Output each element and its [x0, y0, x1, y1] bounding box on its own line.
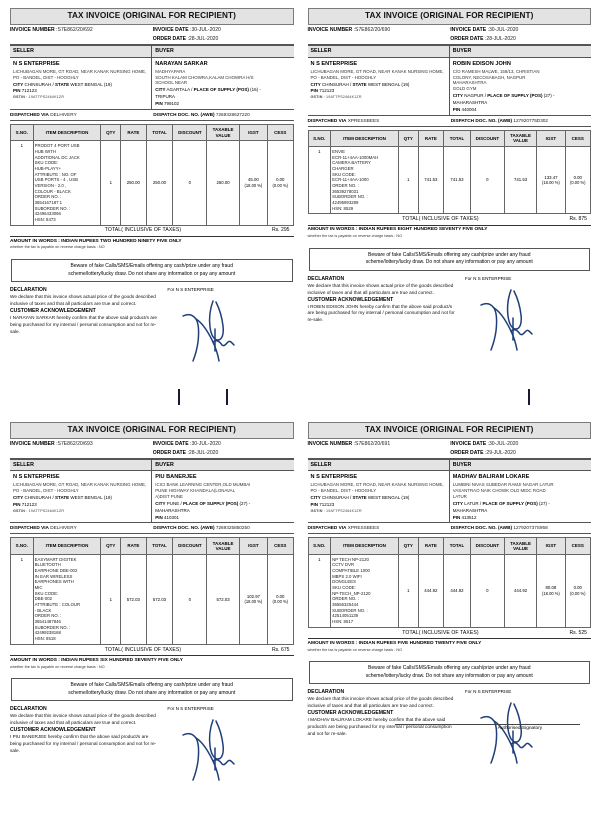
col-header-s-no: S.NO. — [308, 538, 331, 554]
col-header-qty: QTY — [398, 130, 418, 146]
cell-qty: 1 — [398, 554, 418, 627]
items-table-header — [308, 538, 591, 554]
col-header-cess: CESS — [565, 538, 590, 554]
cell-sno: 1 — [11, 554, 34, 644]
cell-total: 444.92 — [444, 554, 471, 627]
acknowledgement-heading: CUSTOMER ACKNOWLEDGEMENT — [307, 296, 394, 303]
cell-qty: 1 — [101, 141, 121, 225]
declaration-text-block — [10, 287, 157, 335]
seller-header: SELLER — [10, 460, 152, 470]
col-header-taxable-value: TAXABLE VALUE — [504, 130, 536, 146]
invoice-1 — [4, 4, 300, 416]
cell-item-description: NP TECH NP-2120 CCTV DVR COMPATIBLE 1000 MBPS 2.0 WIFI DONGLEES SKU CODE: NP-TECH_NP-2120 ORDER NO. : 36556325444 SUBORDER NO. : 42514051139 HSN: 8517 — [331, 554, 399, 627]
invoice-title-bar: TAX INVOICE (ORIGINAL FOR RECIPIENT) — [10, 8, 294, 25]
items-table — [308, 130, 592, 215]
amount-in-words: AMOUNT IN WORDS : INDIAN RUPEES FIVE HUNDRED TWENTY FIVE ONLY — [307, 640, 482, 646]
signature-icon — [179, 718, 249, 784]
amount-in-words: AMOUNT IN WORDS : INDIAN RUPEES TWO HUNDRED NINETY FIVE ONLY — [10, 238, 182, 244]
amount-in-words: AMOUNT IN WORDS : INDIAN RUPEES EIGHT HUNDRED SEVENTY FIVE ONLY — [307, 227, 488, 233]
buyer-pin: PIN 440004 — [452, 106, 477, 112]
col-header-cess: CESS — [268, 124, 293, 140]
fraud-warning-line-2: scheme/lottery/lucky draw. Do not share any information or pay any amount — [365, 259, 533, 266]
party-header-row — [10, 459, 294, 471]
col-header-item-description: ITEM DESCRIPTION — [331, 130, 399, 146]
col-header-total: TOTAL — [444, 130, 471, 146]
cell-item-description: ENVIE ECR-11+4AA-1000MAH CAMERA BATTERY CHARGER SKU CODE: ECR-11+4AA-1000 ORDER NO. : 36539278031 SUBORDER NO. : 42495993289 HSN: 8529 — [331, 146, 399, 213]
invoice-date: INVOICE DATE :30-JUL-2020 — [152, 440, 221, 447]
cut-mark-center — [226, 389, 228, 405]
invoice-2 — [302, 4, 598, 416]
buyer-header: BUYER — [452, 461, 472, 468]
col-header-qty: QTY — [101, 124, 121, 140]
items-table-header — [308, 130, 591, 146]
dispatch-doc-no: DISPATCH DOC. NO. (AWB) 7269325850250 — [153, 525, 250, 531]
invoice-title-bar: TAX INVOICE (ORIGINAL FOR RECIPIENT) — [308, 8, 592, 25]
seller-gstin: GSTIN : 19ATTPS2464K1ZR — [310, 508, 362, 513]
seller-pin: PIN 712123 — [310, 88, 335, 94]
invoice-3 — [4, 418, 300, 830]
total-row — [10, 645, 294, 656]
dispatched-via: DISPATCHED VIA XPRESSBEES — [307, 525, 380, 531]
seller-block — [10, 471, 152, 522]
cell-igst: 80.08 (18.00 %) — [537, 554, 565, 627]
cell-sno: 1 — [11, 141, 34, 225]
dispatch-row — [308, 116, 592, 127]
meta-left — [308, 27, 449, 42]
col-header-qty: QTY — [398, 538, 418, 554]
buyer-block — [450, 58, 591, 115]
declaration-section — [10, 705, 294, 754]
signatory-line — [395, 724, 580, 725]
total-label: TOTAL( INCLUSIVE OF TAXES) — [402, 629, 479, 636]
seller-address: LICHUBAGAN MORE, GT ROAD, NEAR KANAK NURSING HOME, PO - BANDEL, DIST - HOOGHLY — [310, 68, 444, 80]
buyer-state: MAHARASHTRA — [452, 99, 488, 105]
meta-right — [448, 27, 591, 42]
dispatched-via: DISPATCHED VIA DELHIVERY — [10, 525, 77, 531]
invoice-number: INVOICE NUMBER :S7E862/20/691 — [307, 440, 391, 447]
acknowledgement-heading: CUSTOMER ACKNOWLEDGEMENT — [10, 727, 96, 734]
cell-cess: 0.00 (0.00 %) — [268, 554, 293, 644]
buyer-pin: PIN 799102 — [155, 101, 180, 107]
cell-discount: 0 — [470, 554, 504, 627]
col-header-total: TOTAL — [146, 124, 173, 140]
cell-cess: 0.00 (0.00 %) — [565, 146, 590, 213]
items-table — [10, 124, 294, 226]
invoice-meta — [308, 25, 592, 45]
invoice-meta — [10, 439, 294, 459]
for-seller-label: For N S ENTERPRISE — [167, 706, 214, 712]
seller-gstin: GSTIN : 19ATTPS2464K1ZR — [13, 508, 65, 513]
col-header-s-no: S.NO. — [308, 130, 331, 146]
invoice-date: INVOICE DATE :30-JUL-2020 — [152, 27, 221, 34]
buyer-city-pos: CITY AGARTALA / PLACE OF SUPPLY (POS) (16) - — [155, 87, 261, 93]
cell-sno: 1 — [308, 146, 331, 213]
for-seller-label: For N S ENTERPRISE — [464, 275, 512, 281]
cell-igst: 45.00 (18.00 %) — [239, 141, 267, 225]
buyer-header: BUYER — [155, 461, 174, 468]
fraud-warning-box — [309, 661, 591, 684]
seller-address: LICHUBAGAN MORE, GT ROAD, NEAR KANAK NURSING HOME, PO - BANDEL, DIST - HOOGHLY — [13, 482, 147, 494]
table-row — [308, 554, 591, 627]
cell-rate: 572.03 — [121, 554, 146, 644]
buyer-city-pos: CITY PUNE / PLACE OF SUPPLY (POS) (27) - — [155, 500, 251, 506]
invoice-meta — [308, 439, 592, 459]
seller-address: LICHUBAGAN MORE, GT ROAD, NEAR KANAK NURSING HOME, PO - BANDEL, DIST - HOOGHLY — [310, 482, 444, 494]
total-amount: Rs. 875 — [569, 216, 587, 223]
fraud-warning-box — [11, 259, 293, 282]
fraud-warning-box — [11, 678, 293, 701]
col-header-igst: IGST — [537, 130, 565, 146]
dispatched-via: DISPATCHED VIA XPRESSBEES — [307, 117, 380, 123]
signature-block — [455, 276, 591, 324]
party-body-row — [308, 471, 592, 523]
buyer-name: ROBIN EDISON JOHN — [452, 60, 511, 67]
buyer-city-pos: CITY LATUR / PLACE OF SUPPLY (POS) (27) - — [452, 500, 550, 506]
signature-block — [455, 689, 591, 737]
cell-rate: 250.00 — [121, 141, 146, 225]
meta-left — [10, 441, 151, 456]
buyer-name: PIU BANERJEE — [155, 474, 197, 481]
meta-right — [448, 441, 591, 456]
order-date: ORDER DATE :28-JUL-2020 — [152, 449, 219, 456]
for-seller-label: For N S ENTERPRISE — [464, 689, 512, 695]
declaration-heading: DECLARATION — [307, 689, 345, 696]
cell-taxable-value: 572.03 — [207, 554, 239, 644]
col-header-discount: DISCOUNT — [173, 124, 207, 140]
seller-header: SELLER — [10, 46, 152, 56]
col-header-taxable-value: TAXABLE VALUE — [504, 538, 536, 554]
buyer-address: LUMBINI NIVAS SUBEDAR RAMJI NAGAR LATUR VASANTRAO NAIK CHOWK OLD MIDC ROAD LATUR — [452, 482, 554, 499]
col-header-igst: IGST — [239, 124, 267, 140]
cell-qty: 1 — [398, 146, 418, 213]
buyer-header: BUYER — [155, 48, 174, 55]
acknowledgement-body: I NARAYAN SARKAR hereby confirm that the above said product/s are being purchased for my internal / personal consumption and not for re-sale. — [10, 314, 158, 334]
signature-block — [157, 706, 293, 754]
cell-total: 250.00 — [146, 141, 173, 225]
signature-icon — [477, 701, 547, 767]
cell-total: 741.53 — [444, 146, 471, 213]
table-row — [11, 554, 294, 644]
col-header-igst: IGST — [239, 538, 267, 554]
reverse-charge-note: whether the tax is payable on reverse charge basis : NO — [307, 647, 403, 652]
total-amount: Rs. 295 — [271, 227, 290, 234]
buyer-address: MADHYAPARA SOUTH KALAM CHOWRA,KALAM CHOWRA H/S SCHOOL NEAR — [155, 68, 254, 86]
seller-header: SELLER — [308, 460, 450, 470]
total-amount: Rs. 675 — [271, 646, 290, 653]
total-row — [308, 628, 592, 639]
total-label: TOTAL( INCLUSIVE OF TAXES) — [104, 646, 182, 653]
cell-rate: 444.92 — [418, 554, 443, 627]
col-header-discount: DISCOUNT — [470, 130, 504, 146]
col-header-rate: RATE — [121, 538, 146, 554]
col-header-discount: DISCOUNT — [173, 538, 207, 554]
seller-name: N S ENTERPRISE — [310, 474, 358, 481]
cell-taxable-value: 741.53 — [504, 146, 536, 213]
declaration-heading: DECLARATION — [10, 706, 47, 713]
items-table-header — [11, 538, 294, 554]
cell-item-description: PRODOT 4 PORT USB HUB WITH ADDITIONAL DC JACK SKU CODE: HUB-PLAYY+ ATTRIBUTE : NO. OF USB PORTS - 4 , USB VERSION - 2.0 , COLOUR - BLACK ORDER NO. : 3654167187 1 SUBORDER NO. : 42496433066 HSN: 8473 — [33, 141, 101, 225]
buyer-block — [152, 471, 293, 522]
fraud-warning-line-1: Beware of fake Calls/SMS/Emails offering any cash/prize under any fraud — [70, 263, 233, 270]
fraud-warning-line-1: Beware of fake Calls/SMS/Emails offering any cash/prize under any fraud — [70, 682, 233, 689]
table-row — [308, 146, 591, 213]
col-header-igst: IGST — [537, 538, 565, 554]
col-header-rate: RATE — [418, 130, 443, 146]
cell-discount: 0 — [173, 554, 207, 644]
col-header-taxable-value: TAXABLE VALUE — [207, 538, 239, 554]
cell-igst: 102.97 (18.00 %) — [239, 554, 267, 644]
total-row — [10, 226, 294, 237]
fraud-warning-box — [309, 248, 591, 271]
col-header-item-description: ITEM DESCRIPTION — [33, 124, 101, 140]
col-header-qty: QTY — [101, 538, 121, 554]
cell-sno: 1 — [308, 554, 331, 627]
declaration-section — [308, 688, 592, 737]
seller-city-state: CITY CHINSURAH / STATE WEST BENGAL (19) — [13, 495, 112, 501]
party-header-row — [308, 45, 592, 57]
cell-qty: 1 — [101, 554, 121, 644]
total-label: TOTAL( INCLUSIVE OF TAXES) — [402, 216, 479, 223]
cut-mark-right — [528, 389, 530, 405]
declaration-section — [308, 275, 592, 324]
cell-igst: 133.47 (18.00 %) — [537, 146, 565, 213]
invoice-number: INVOICE NUMBER :S7E862/20/692 — [10, 27, 93, 34]
order-date: ORDER DATE :29-JUL-2020 — [450, 449, 516, 456]
invoice-title-bar: TAX INVOICE (ORIGINAL FOR RECIPIENT) — [10, 422, 294, 439]
declaration-heading: DECLARATION — [10, 287, 47, 294]
acknowledgement-body: I ROBIN EDISON JOHN hereby confirm that the above said product/s are being purchased for my internal / personal consumption and not for re-sale. — [307, 303, 455, 323]
amount-in-words: AMOUNT IN WORDS : INDIAN RUPEES SIX HUNDRED SEVENTY FIVE ONLY — [10, 657, 183, 663]
col-header-total: TOTAL — [146, 538, 173, 554]
acknowledgement-heading: CUSTOMER ACKNOWLEDGEMENT — [307, 710, 394, 717]
seller-name: N S ENTERPRISE — [13, 474, 60, 481]
declaration-body: We declare that this invoice shows actual price of the goods described inclusive of taxes and that all particulars are true and correct. — [10, 713, 156, 726]
cell-item-description: EASYMART DIGITEK BLUETOOTH EARPHONE DBE-002 IN EAR WIRELESS EARPHONES WITH MIC SKU CODE: DBE-002 ATTRIBUTE : COLOUR - BLACK ORDER NO. : 36541487846 SUBORDER NO. : 42499238168 HSN: 8518 — [33, 554, 101, 644]
dispatch-doc-no: DISPATCH DOC. NO. (AWB) 7269328627220 — [153, 111, 250, 117]
invoice-number: INVOICE NUMBER :S7E862/20/690 — [307, 27, 391, 34]
col-header-rate: RATE — [418, 538, 443, 554]
dispatched-via: DISPATCHED VIA DELHIVERY — [10, 111, 77, 117]
cell-taxable-value: 250.00 — [207, 141, 239, 225]
declaration-section — [10, 286, 294, 335]
buyer-header: BUYER — [452, 48, 472, 55]
total-amount: Rs. 525 — [569, 629, 587, 636]
fraud-warning-line-2: scheme/lottery/lucky draw. Do not share any information or pay any amount — [365, 672, 533, 679]
acknowledgement-body: I MADHAV BALIRAM LOKARE hereby confirm that the above said product/s are being purchased for my internal / personal consumption and not for re-sale. — [307, 717, 452, 736]
col-header-s-no: S.NO. — [11, 538, 34, 554]
authorised-signatory-label: Authorised Signatory — [497, 726, 543, 732]
col-header-taxable-value: TAXABLE VALUE — [207, 124, 239, 140]
meta-right — [151, 441, 294, 456]
buyer-name: MADHAV BALIRAM LOKARE — [452, 474, 530, 481]
buyer-name: NARAYAN SARKAR — [155, 60, 208, 67]
buyer-state: MAHARASHTRA — [155, 507, 190, 513]
acknowledgement-body: I PIU BANERJEE hereby confirm that the above said product/s are being purchased for my internal / personal consumption and not for re-sale. — [10, 734, 157, 753]
buyer-address: ICICI BANK LEARNING CENTER,OLD MUMBAI PUNE HIGHWAY KHANDALA(LONAVAL A)DIST PUNE — [155, 482, 251, 499]
items-table-header — [11, 124, 294, 140]
seller-pin: PIN 712123 — [13, 501, 37, 507]
cell-discount: 0 — [470, 146, 504, 213]
col-header-total: TOTAL — [444, 538, 471, 554]
signature-icon — [477, 288, 547, 354]
total-row — [308, 214, 592, 225]
party-header-row — [308, 459, 592, 471]
reverse-charge-note: whether the tax is payable on reverse charge basis : NO — [307, 234, 403, 239]
declaration-text-block — [308, 276, 455, 324]
fraud-warning-line-2: scheme/lottery/lucky draw. Do not share any information or pay any amount — [68, 270, 236, 277]
fraud-warning-line-1: Beware of fake Calls/SMS/Emails offering any cash/prize under any fraud — [368, 665, 531, 672]
col-header-item-description: ITEM DESCRIPTION — [33, 538, 101, 554]
col-header-s-no: S.NO. — [11, 124, 34, 140]
reverse-charge-note: whether the tax is payable on reverse charge basis : NO — [10, 664, 105, 669]
fraud-warning-line-2: scheme/lottery/lucky draw. Do not share any information or pay any amount — [68, 689, 236, 696]
seller-block — [308, 58, 450, 115]
seller-city-state: CITY CHINSURAH / STATE WEST BENGAL (19) — [310, 495, 410, 501]
reverse-charge-note: whether the tax is payable on reverse charge basis : NO — [10, 245, 105, 250]
order-date: ORDER DATE :28-JUL-2020 — [152, 36, 219, 43]
declaration-heading: DECLARATION — [307, 275, 345, 282]
invoice-meta — [10, 25, 294, 45]
party-header-row — [10, 45, 294, 57]
seller-block — [308, 471, 450, 522]
buyer-block — [450, 471, 591, 522]
cell-discount: 0 — [173, 141, 207, 225]
col-header-discount: DISCOUNT — [470, 538, 504, 554]
invoice-date: INVOICE DATE :30-JUL-2020 — [450, 440, 519, 447]
seller-name: N S ENTERPRISE — [310, 60, 358, 67]
for-seller-label: For N S ENTERPRISE — [167, 287, 214, 293]
invoice-4 — [302, 418, 598, 830]
col-header-item-description: ITEM DESCRIPTION — [331, 538, 399, 554]
buyer-state: MAHARASHTRA — [452, 507, 488, 513]
seller-name: N S ENTERPRISE — [13, 60, 60, 67]
dispatch-row — [10, 523, 294, 534]
seller-gstin: GSTIN : 19ATTPS2464K1ZR — [13, 95, 65, 100]
invoice-title-bar: TAX INVOICE (ORIGINAL FOR RECIPIENT) — [308, 422, 592, 439]
declaration-text-block — [10, 706, 157, 754]
dispatch-doc-no: DISPATCH DOC. NO. (AWB) 127920775D302 — [450, 117, 549, 123]
cell-taxable-value: 444.92 — [504, 554, 536, 627]
cell-cess: 0.00 (0.00 %) — [565, 554, 590, 627]
cell-cess: 0.00 (0.00 %) — [268, 141, 293, 225]
declaration-body: We declare that this invoice shows actual price of the goods described inclusive of taxes and that all particulars are true and correct. — [10, 294, 156, 307]
col-header-cess: CESS — [565, 130, 590, 146]
col-header-rate: RATE — [121, 124, 146, 140]
buyer-city-pos: CITY NAGPUR / PLACE OF SUPPLY (POS) (27) - — [452, 92, 555, 98]
seller-pin: PIN 712123 — [13, 88, 37, 94]
cell-rate: 741.53 — [418, 146, 443, 213]
invoice-date: INVOICE DATE :30-JUL-2020 — [450, 27, 519, 34]
dispatch-doc-no: DISPATCH DOC. NO. (AWB) 127920737S958 — [450, 525, 548, 531]
acknowledgement-heading: CUSTOMER ACKNOWLEDGEMENT — [10, 307, 96, 314]
buyer-pin: PIN 413512 — [452, 514, 477, 520]
dispatch-row — [10, 110, 294, 121]
seller-gstin: GSTIN : 19ATTPS2464K1ZR — [310, 95, 362, 100]
items-table — [308, 537, 592, 627]
meta-right — [151, 27, 294, 42]
dispatch-row — [308, 523, 592, 534]
seller-city-state: CITY CHINSURAH / STATE WEST BENGAL (19) — [310, 81, 410, 87]
invoice-number: INVOICE NUMBER :S7E862/20/693 — [10, 440, 93, 447]
buyer-address: C/O RAMESH MALWE, 158/13, CHRISTIAN COLONY, NECOSABAGH, NAGPUR MAHARASHTRA GOLD GYM — [452, 68, 540, 92]
signature-block — [157, 287, 293, 335]
declaration-body: We declare that this invoice shows actual price of the goods described inclusive of taxes and that all particulars are true and correct. — [307, 282, 454, 295]
party-body-row — [308, 58, 592, 116]
table-row — [11, 141, 294, 225]
buyer-state: TRIPURA — [155, 94, 176, 100]
signature-icon — [179, 299, 249, 365]
col-header-cess: CESS — [268, 538, 293, 554]
buyer-pin: PIN 410301 — [155, 514, 180, 520]
total-label: TOTAL( INCLUSIVE OF TAXES) — [104, 227, 182, 234]
meta-left — [10, 27, 151, 42]
seller-pin: PIN 712123 — [310, 501, 335, 507]
declaration-body: We declare that this invoice shows actual price of the goods described inclusive of taxes and that all particulars are true and correct. — [307, 696, 454, 709]
declaration-text-block — [308, 689, 455, 737]
seller-block — [10, 58, 152, 109]
items-table — [10, 537, 294, 644]
seller-header: SELLER — [308, 46, 450, 56]
meta-left — [308, 441, 449, 456]
party-body-row — [10, 58, 294, 110]
seller-city-state: CITY CHINSURAH / STATE WEST BENGAL (19) — [13, 81, 112, 87]
party-body-row — [10, 471, 294, 523]
seller-address: LICHUBAGAN MORE, GT ROAD, NEAR KANAK NURSING HOME, PO - BANDEL, DIST - HOOGHLY — [13, 68, 147, 80]
order-date: ORDER DATE :28-JUL-2020 — [450, 36, 516, 43]
cell-total: 572.03 — [146, 554, 173, 644]
fraud-warning-line-1: Beware of fake Calls/SMS/Emails offering any cash/prize under any fraud — [368, 251, 531, 258]
buyer-block — [152, 58, 293, 109]
cut-mark-left — [178, 389, 180, 405]
